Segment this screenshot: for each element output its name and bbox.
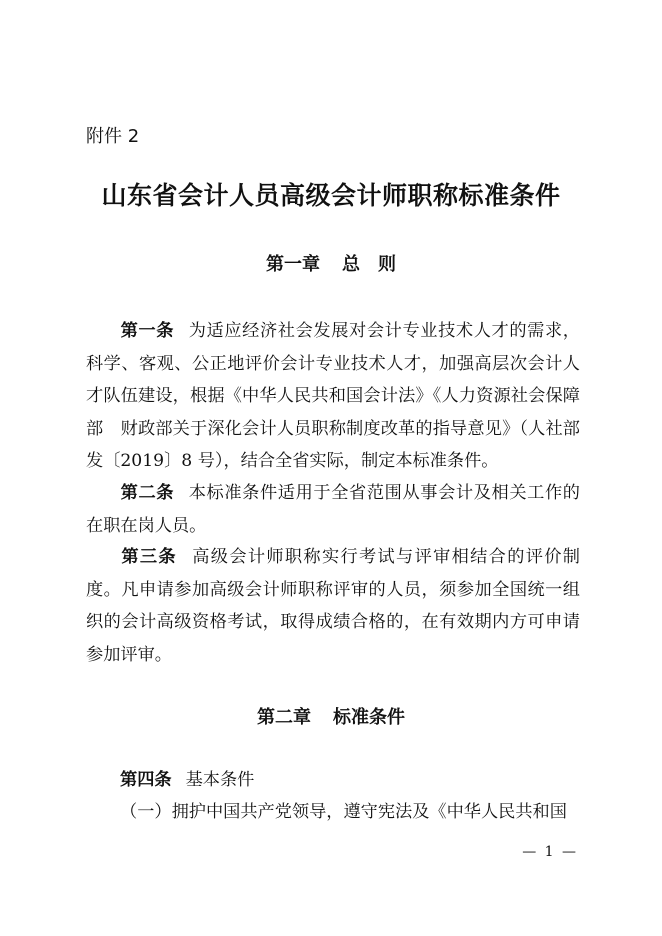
- chapter-heading: [0, 253, 662, 277]
- article-paragraph: [86, 477, 580, 542]
- article-paragraph: [86, 541, 580, 671]
- document-title: 山东省会计人员高级会计师职称标准条件: [101, 181, 561, 210]
- article-text: 为适应经济社会发展对会计专业技术人才的需求，科学、客观、公正地评价会计专业技术人才，加强高层次会计人才队伍建设，根据《中华人民共和国会计法》《人力资源社会保障部 财政部关于深化会计人员职称制度改革的指导意见》（人社部发〔2019〕8 号），结合全省实际，制定本标准条件。: [86, 321, 580, 472]
- chapter-number: 第一章: [266, 254, 320, 275]
- article-label: 第二条: [120, 483, 175, 503]
- article-text: 高级会计师职称实行考试与评审相结合的评价制度。凡申请参加高级会计师职称评审的人员，须参加全国统一组织的会计高级资格考试，取得成绩合格的，在有效期内方可申请参加评审。: [86, 547, 580, 665]
- article-paragraph: [86, 764, 580, 797]
- chapter-name: 总 则: [342, 254, 396, 275]
- item-text: （一）拥护中国共产党领导，遵守宪法及《中华人民共和国: [120, 802, 567, 822]
- attachment-label: 附件 2: [86, 126, 140, 147]
- article-label: 第四条: [120, 770, 172, 790]
- article-label: 第三条: [120, 547, 177, 567]
- page-number: — 1 —: [522, 844, 578, 860]
- article-text: 本标准条件适用于全省范围从事会计及相关工作的在职在岗人员。: [86, 483, 580, 536]
- chapter-name: 标准条件: [333, 707, 405, 728]
- chapter-number: 第二章: [257, 707, 311, 728]
- article-label: 第一条: [120, 321, 175, 341]
- item-paragraph: [86, 796, 580, 829]
- chapter-heading: [0, 706, 662, 730]
- article-paragraph: [86, 315, 580, 478]
- article-text: 基本条件: [185, 770, 255, 790]
